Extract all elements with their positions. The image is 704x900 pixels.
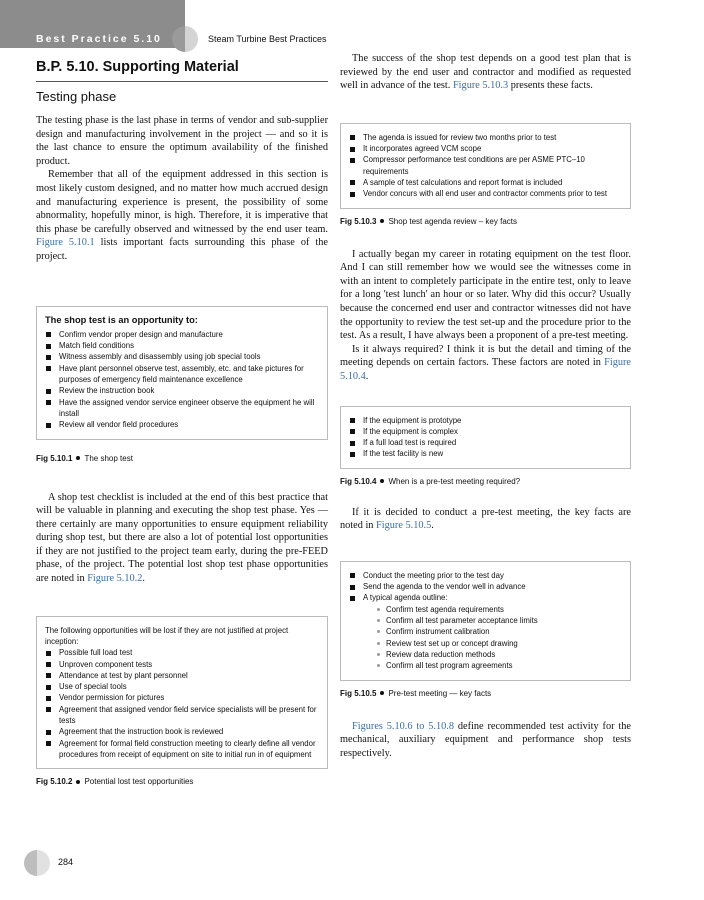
sub-list-item: Confirm all test parameter acceptance limits (375, 615, 622, 626)
list-item (349, 592, 622, 671)
bullet-list (349, 415, 622, 460)
caption-text: Shop test agenda review – key facts (388, 216, 517, 226)
list-item: Use of special tools (45, 681, 319, 692)
bullet-list (349, 570, 622, 672)
text-span: . (365, 370, 369, 382)
text-span: define recommended test activity for the mechanical, auxiliary equipment and performance shop tests respectively. (340, 720, 631, 759)
list-item: A sample of test calculations and report format is included (349, 177, 622, 188)
paragraph (36, 491, 328, 586)
bullet-list (349, 132, 622, 200)
figure-caption (340, 217, 631, 226)
text-span: The success of the shop test depends on a good test plan that is reviewed by the end user and contractor and modified as requested well in advance of the test. (340, 53, 631, 92)
list-item: Agreement that the instruction book is reviewed (45, 726, 319, 737)
list-item-text: A typical agenda outline: (363, 593, 448, 603)
caption-text: When is a pre-test meeting required? (388, 476, 521, 486)
checklist-text (36, 491, 328, 586)
figure-link[interactable]: Figures 5.10.6 to 5.10.8 (352, 720, 454, 732)
figure-link[interactable]: Figure 5.10.1 (36, 237, 95, 249)
sub-list-item: Review data reduction methods (375, 649, 622, 660)
section-tab: Best Practice 5.10 (36, 33, 162, 45)
list-item: The agenda is issued for review two months prior to test (349, 132, 622, 143)
figure-caption (36, 777, 328, 786)
figure-5-10-1-box (36, 306, 328, 440)
figure-5-10-2-box (36, 616, 328, 770)
bullet-dot-icon (380, 219, 384, 223)
list-item: Have the assigned vendor service engineer observe the equipment he will install (45, 397, 319, 420)
right-column (340, 52, 631, 760)
list-item: Confirm vendor proper design and manufacture (45, 329, 319, 340)
sub-list-item: Review test set up or concept drawing (375, 638, 622, 649)
paragraph (340, 720, 631, 761)
list-item: Vendor concurs with all end user and contractor comments prior to test (349, 188, 622, 199)
caption-number: Fig 5.10.3 (340, 216, 377, 226)
bullet-list (45, 329, 319, 431)
bullet-dot-icon (76, 780, 80, 784)
pretest-text (340, 506, 631, 533)
text-span: . (142, 573, 145, 585)
sub-list-item: Confirm all test program agreements (375, 660, 622, 671)
text-span: A shop test checklist is included at the end of this best practice that will be valuable in planning and executing the shop test phase. Yes — there certainly are many opportunities to ensure equipment reliability during shop test, but there are also a lot of potential lost opportunities if they are not justified to the project team early, during the pre-FEED phase, of the project. The potential lost shop test phase opportunities are noted in (36, 491, 328, 585)
text-span: presents these facts. (508, 80, 593, 92)
bullet-dot-icon (380, 691, 384, 695)
text-span: Is it always required? I think it is but the detail and timing of the meeting depends on certain factors. These factors are noted in (340, 343, 631, 369)
caption-number: Fig 5.10.5 (340, 688, 377, 698)
figure-link[interactable]: Figure 5.10.5 (376, 520, 432, 532)
running-title: Steam Turbine Best Practices (208, 34, 327, 44)
paragraph: I actually began my career in rotating equipment on the test floor. And I can still remember how we would see the witnesses come in with an intent to completely participate in the entire test, only to leave for a long 'test lunch' an hour or so later. Why did this occur? Usually because the concerned end user and contractor witnesses did not have the opportunity to review the test set-up and the procedure prior to the test. As a result, I have always been a proponent of a pre-test meeting. (340, 248, 631, 342)
bullet-list (45, 647, 319, 760)
text-span: . (431, 520, 434, 532)
bullet-dot-icon (76, 456, 80, 460)
caption-number: Fig 5.10.2 (36, 777, 73, 787)
caption-text: Pre-test meeting — key facts (388, 688, 492, 698)
figure-box-title: The shop test is an opportunity to: (45, 314, 198, 325)
list-item: If a full load test is required (349, 437, 622, 448)
list-item: Conduct the meeting prior to the test day (349, 570, 622, 581)
section-heading: Testing phase (36, 89, 117, 104)
list-item: If the test facility is new (349, 448, 622, 459)
page-number-ornament (24, 850, 50, 876)
list-item: If the equipment is prototype (349, 415, 622, 426)
text-span: Remember that all of the equipment addressed in this section is most likely custom designed, and no matter how much accrued design and manufacturing experience is present, the possibility of some abnormality, hopefully minor, is high. Therefore, it is imperative that this phase be carefully observed and witnessed by the end user team. (36, 169, 328, 235)
page-number: 284 (58, 857, 74, 867)
caption-number: Fig 5.10.4 (340, 476, 377, 486)
list-item: Send the agenda to the vendor well in advance (349, 581, 622, 592)
bullet-dot-icon (380, 479, 384, 483)
list-item: Possible full load test (45, 647, 319, 658)
paragraph (340, 506, 631, 533)
figure-link[interactable]: Figure 5.10.2 (87, 573, 143, 585)
test-plan-text (340, 52, 631, 93)
list-item: Agreement for formal field construction meeting to clearly define all vendor procedures from receipt of equipment on site to initial run in of equipment (45, 738, 319, 761)
sub-list-item: Confirm instrument calibration (375, 626, 622, 637)
list-item: Have plant personnel observe test, assembly, etc. and take pictures for purposes of emergency field maintenance excellence (45, 363, 319, 386)
paragraph: The testing phase is the last phase in terms of vendor and sub-supplier design and manufacturing involvement in the project — and so it is the last chance to ensure the optimum availability of the finished product. (36, 115, 328, 167)
figure-link[interactable]: Figure 5.10.3 (452, 80, 509, 92)
text-span: lists important facts surrounding this phase of the project. (36, 237, 328, 262)
caption-number: Fig 5.10.1 (36, 453, 73, 463)
figure-caption (36, 454, 328, 463)
title-rule (36, 81, 328, 82)
figure-5-10-4-box (340, 406, 631, 469)
sub-list (363, 604, 622, 672)
list-item: If the equipment is complex (349, 426, 622, 437)
list-item: Review the instruction book (45, 385, 319, 396)
figure-5-10-5-box (340, 561, 631, 681)
paragraph (340, 52, 631, 93)
paragraph (36, 168, 328, 263)
list-item: Witness assembly and disassembly using job special tools (45, 351, 319, 362)
list-item: Unproven component tests (45, 659, 319, 670)
list-item: Match field conditions (45, 340, 319, 351)
sub-list-item: Confirm test agenda requirements (375, 604, 622, 615)
intro-text (36, 114, 328, 264)
list-item: Agreement that assigned vendor field service specialists will be present for tests (45, 704, 319, 727)
figure-link[interactable]: Figure 5.10.4 (340, 357, 631, 382)
figure-5-10-3-box (340, 123, 631, 209)
list-item: Review all vendor field procedures (45, 419, 319, 430)
list-item: Vendor permission for pictures (45, 692, 319, 703)
text-span: If it is decided to conduct a pre-test meeting, the key facts are noted in (340, 506, 631, 532)
caption-text: The shop test (84, 453, 133, 463)
list-item: Compressor performance test conditions are per ASME PTC–10 requirements (349, 154, 622, 177)
left-column (36, 50, 328, 786)
list-item: Attendance at test by plant personnel (45, 670, 319, 681)
header-circle-ornament (172, 26, 198, 52)
career-text (340, 248, 631, 384)
list-item: It incorporates agreed VCM scope (349, 143, 622, 154)
figure-caption (340, 689, 631, 698)
paragraph (340, 343, 631, 384)
caption-text: Potential lost test opportunities (84, 777, 194, 787)
figure-caption (340, 477, 631, 486)
closing-text (340, 720, 631, 761)
best-practice-title: B.P. 5.10. Supporting Material (36, 59, 239, 75)
figure-box-lead: The following opportunities will be lost if they are not justified at project inception: (45, 625, 289, 646)
